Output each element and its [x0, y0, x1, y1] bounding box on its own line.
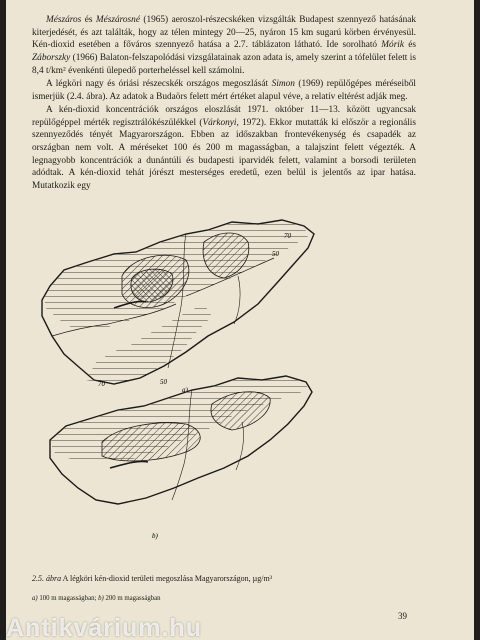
italic-text: b) — [98, 595, 104, 602]
text-run: (1969) repülőgépes méréseiből ismerjük (2.4. ábra). Az adatok a Budaörs felett mért értéket alapul véve, a relatív eltérést adják meg. — [32, 79, 417, 102]
map-b — [50, 376, 312, 540]
text-run: , 1972). Ekkor mutatták ki először a regionális szennyeződés tényét Magyarországon. Ebben az időszakban frontevékenység és csapadék az országban nem volt. A méréseket 100 és 200 m magasságban, a talajszint felett végezték. A legnagyobb koncentrációk a dunántúli és budapesti iparvidék felett, valamint a borsodi területen adódtak. A kén-dioxid tehát jórészt mesterséges eredetű, ezen belül is jelentős az ipar hatása. Mutatkozik egy — [32, 117, 416, 192]
paragraph — [32, 104, 416, 193]
text-run: (1966) Balaton-felszapolódási vizsgálatainak azon adata is, amely szerint a tófelület felett is 8,4 t/km² évenkénti ülepedő porterheléssel kell számolni. — [32, 53, 416, 76]
figure-caption — [32, 574, 432, 584]
contour-label: 70 — [98, 380, 105, 388]
figure-maps — [36, 212, 336, 572]
caption-text: A légköri kén-dioxid területi megoszlása Magyarországon, µg/m³ — [61, 574, 273, 583]
caption-number: 2.5. ábra — [32, 574, 62, 583]
text-run: és — [404, 40, 416, 51]
caption-note — [32, 594, 432, 603]
paragraph — [32, 78, 416, 103]
contour-label: 70 — [284, 232, 291, 240]
map-a — [42, 220, 314, 394]
panel-label: b) — [152, 532, 158, 540]
italic-text: Mészárosné — [95, 15, 140, 25]
page-number: 39 — [398, 611, 407, 621]
italic-text: Várkonyi — [202, 117, 237, 128]
contour-label: 50 — [160, 378, 167, 386]
italic-text: Záborszky — [32, 53, 71, 64]
panel-label: a) — [182, 386, 188, 394]
text-run: 100 m magasságban; — [37, 595, 99, 602]
italic-text: a) — [32, 595, 38, 602]
italic-text: Mészáros — [46, 15, 82, 25]
contour-label: 50 — [272, 250, 279, 258]
book-page — [6, 0, 474, 640]
text-run: (1965) aeroszol-részecskéken vizsgálták Budapest szennyező hatásának kiterjedését, és azt találták, hogy az télen mintegy 20—25, nyáron 15 km sugarú körben érvényesül. Kén-dioxid esetében a főváros szennyező hatása a 2.7. táblázaton látható. Ide sorolható — [32, 15, 416, 51]
paragraph — [32, 14, 416, 78]
italic-text: Mórik — [381, 40, 405, 51]
italic-text: Simon — [271, 79, 295, 90]
text-run: A kén-dioxid koncentrációk országos eloszlását 1971. október 11—13. között ugyancsak repülőgéppel mérték regisztrálókészülékkel ( — [32, 104, 416, 128]
text-run: és — [81, 15, 96, 25]
text-run: A légköri nagy és óriási részecskék országos megoszlását — [46, 79, 272, 90]
watermark: Antikvárium.hu — [6, 614, 202, 640]
text-run: 200 m magasságban — [103, 595, 161, 602]
body-text — [32, 14, 416, 193]
